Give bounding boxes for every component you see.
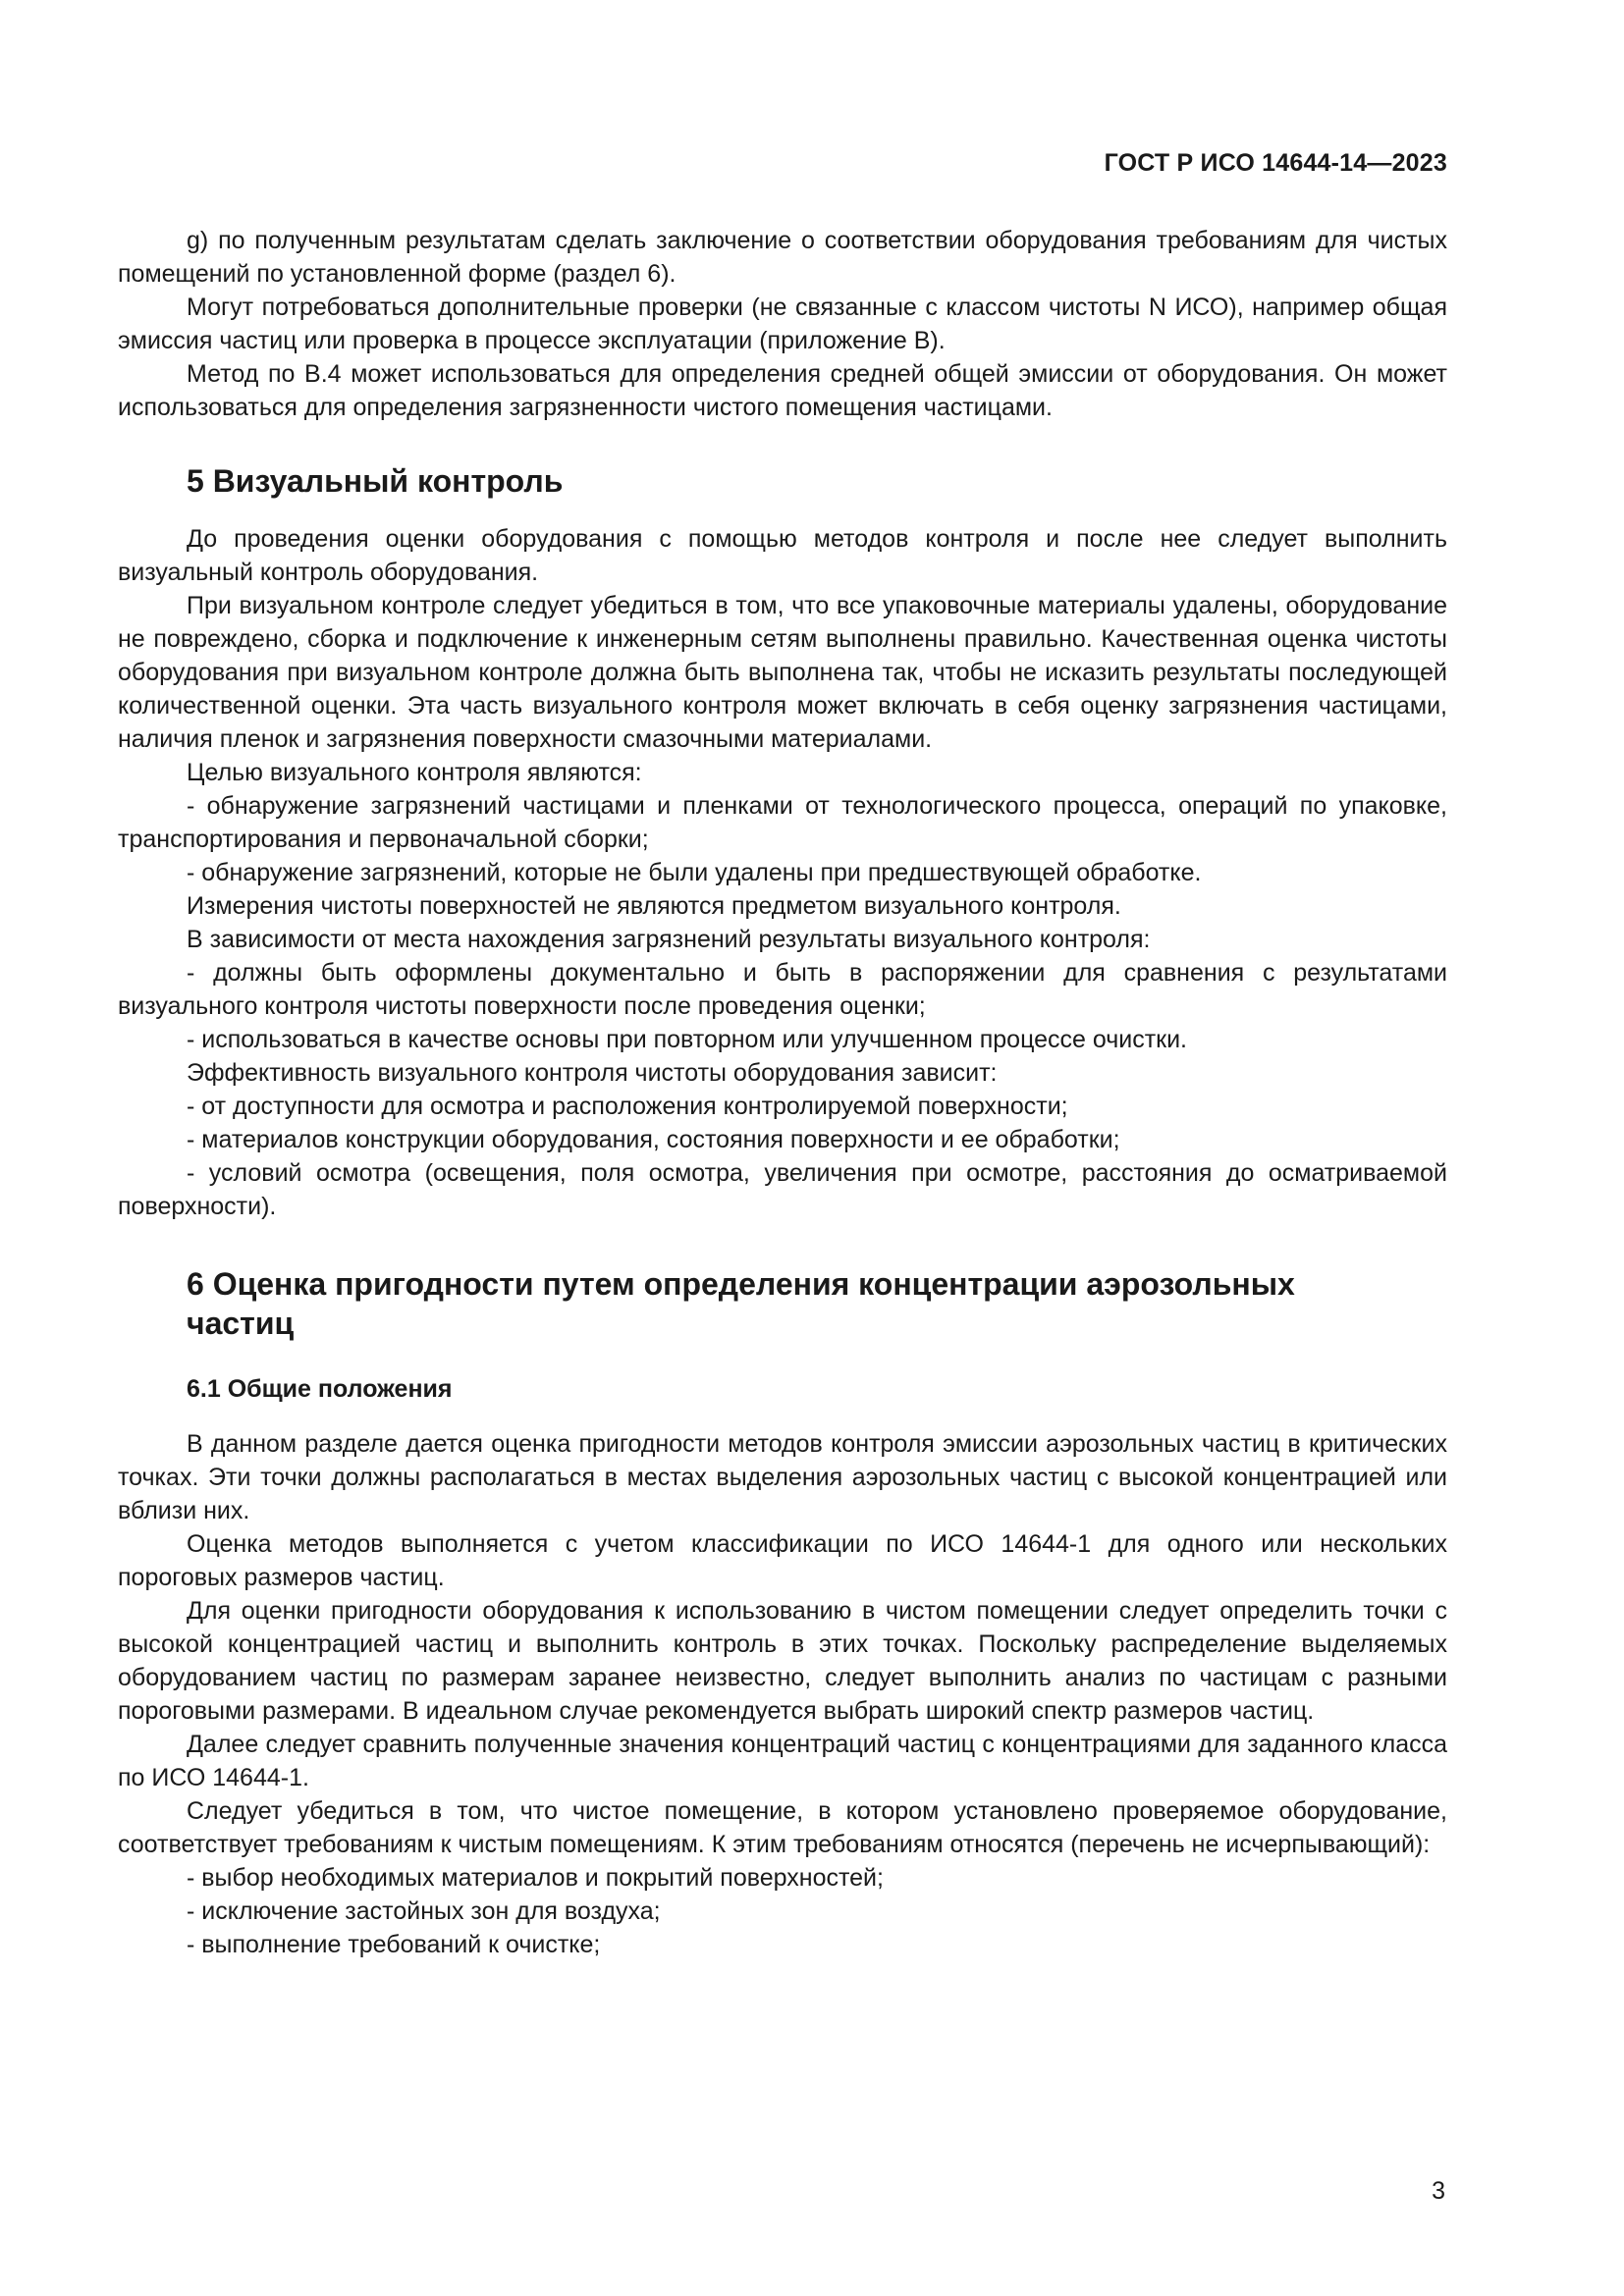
section-6-paragraph-2: Оценка методов выполняется с учетом классификации по ИСО 14644-1 для одного или нескольких пороговых размеров частиц.: [118, 1530, 1447, 1591]
intro-paragraph-3: Метод по В.4 может использоваться для определения средней общей эмиссии от оборудования. Он может использоваться для определения загрязненности чистого помещения частицами.: [118, 360, 1447, 421]
section-5-bullet-7: - условий осмотра (освещения, поля осмотра, увеличения при осмотре, расстояния до осматриваемой поверхности).: [118, 1159, 1447, 1220]
page-content: [118, 224, 1447, 1961]
section-6-paragraph-5: Следует убедиться в том, что чистое помещение, в котором установлено проверяемое оборудование, соответствует требованиям к чистым помещениям. К этим требованиям относятся (перечень не исчерпывающий):: [118, 1797, 1447, 1858]
section-5-paragraph-5: В зависимости от места нахождения загрязнений результаты визуального контроля:: [187, 926, 1151, 953]
section-6-title-line-2: частиц: [187, 1306, 295, 1341]
document-header: ГОСТ Р ИСО 14644-14—2023: [1104, 149, 1447, 177]
section-6-title: [118, 1264, 1447, 1343]
section-5-bullet-3: - должны быть оформлены документально и быть в распоряжении для сравнения с результатами визуального контроля чистоты поверхности после проведения оценки;: [118, 959, 1447, 1020]
section-5-paragraph-4: Измерения чистоты поверхностей не являются предметом визуального контроля.: [187, 892, 1121, 920]
section-5-bullet-2: - обнаружение загрязнений, которые не были удалены при предшествующей обработке.: [187, 859, 1202, 886]
section-5-bullet-6: - материалов конструкции оборудования, состояния поверхности и ее обработки;: [187, 1126, 1120, 1153]
intro-paragraph-2: Могут потребоваться дополнительные проверки (не связанные с классом чистоты N ИСО), например общая эмиссия частиц или проверка в процессе эксплуатации (приложение В).: [118, 294, 1447, 354]
section-6-paragraph-4: Далее следует сравнить полученные значения концентраций частиц с концентрациями для заданного класса по ИСО 14644-1.: [118, 1731, 1447, 1791]
section-5-bullet-1: - обнаружение загрязнений частицами и пленками от технологического процесса, операций по упаковке, транспортирования и первоначальной сборки;: [118, 792, 1447, 853]
subsection-6-1-title: 6.1 Общие положения: [187, 1375, 453, 1403]
section-6-paragraph-1: В данном разделе дается оценка пригодности методов контроля эмиссии аэрозольных частиц в критических точках. Эти точки должны располагаться в местах выделения аэрозольных частиц с высокой концентрацией или вблизи них.: [118, 1430, 1447, 1524]
section-6-bullet-1: - выбор необходимых материалов и покрытий поверхностей;: [187, 1864, 884, 1892]
section-6-bullet-3: - выполнение требований к очистке;: [187, 1931, 601, 1958]
section-5-bullet-4: - использоваться в качестве основы при повторном или улучшенном процессе очистки.: [187, 1026, 1188, 1053]
section-5-bullet-5: - от доступности для осмотра и расположения контролируемой поверхности;: [187, 1093, 1068, 1120]
page-number: 3: [1432, 2177, 1445, 2205]
section-5-title: 5 Визуальный контроль: [187, 463, 564, 499]
section-5-paragraph-2: При визуальном контроле следует убедиться в том, что все упаковочные материалы удалены, оборудование не повреждено, сборка и подключение к инженерным сетям выполнены правильно. Качественная оценка чистоты оборудования при визуальном контроле должна быть выполнена так, чтобы не исказить результаты последующей количественной оценки. Эта часть визуального контроля может включать в себя оценку загрязнения частицами, наличия пленок и загрязнения поверхности смазочными материалами.: [118, 592, 1447, 753]
intro-paragraph-1: g) по полученным результатам сделать заключение о соответствии оборудования требованиям для чистых помещений по установленной форме (раздел 6).: [118, 227, 1447, 288]
section-6-bullet-2: - исключение застойных зон для воздуха;: [187, 1897, 661, 1925]
section-6-title-line-1: 6 Оценка пригодности путем определения концентрации аэрозольных: [187, 1266, 1295, 1302]
section-5-paragraph-3: Целью визуального контроля являются:: [187, 759, 642, 786]
section-5-paragraph-6: Эффективность визуального контроля чистоты оборудования зависит:: [187, 1059, 998, 1087]
section-6-paragraph-3: Для оценки пригодности оборудования к использованию в чистом помещении следует определить точки с высокой концентрацией частиц и выполнить контроль в этих точках. Поскольку распределение выделяемых оборудованием частиц по размерам заранее неизвестно, следует выполнить анализ по частицам с разными пороговыми размерами. В идеальном случае рекомендуется выбрать широкий спектр размеров частиц.: [118, 1597, 1447, 1725]
section-5-paragraph-1: До проведения оценки оборудования с помощью методов контроля и после нее следует выполнить визуальный контроль оборудования.: [118, 525, 1447, 586]
